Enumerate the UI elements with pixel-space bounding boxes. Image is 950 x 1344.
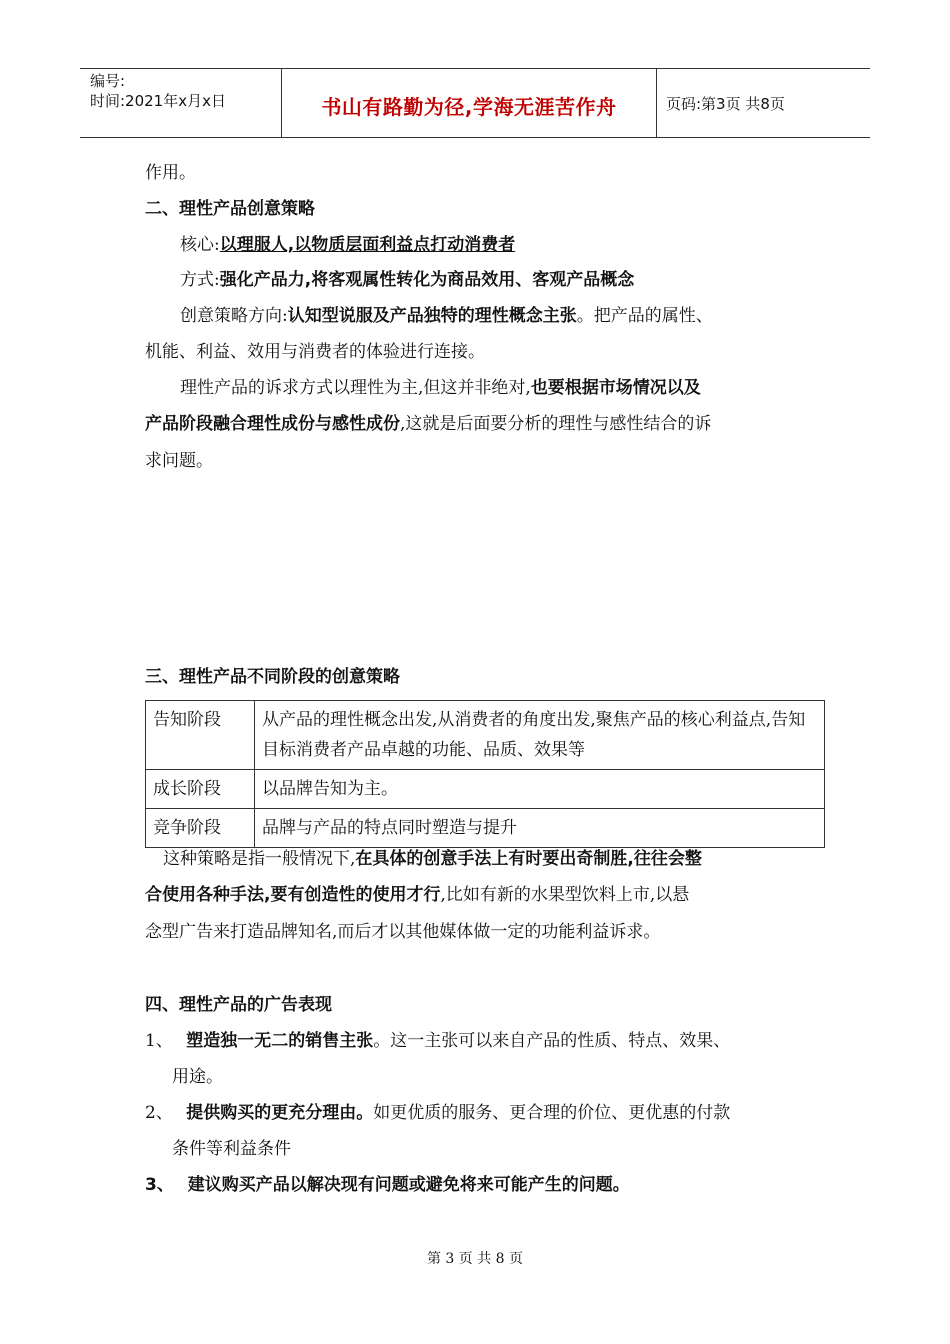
list-item-number: 3、 xyxy=(145,1175,174,1195)
document-time-label: 时间:2021年x月x日 xyxy=(90,92,226,110)
stage-name: 竞争阶段 xyxy=(146,809,255,848)
stage-strategy-table xyxy=(145,700,825,848)
item-1-bold: 塑造独一无二的销售主张 xyxy=(186,1031,374,1051)
stage-description: 以品牌告知为主。 xyxy=(255,770,825,809)
list-item-2 xyxy=(145,1102,730,1124)
method-label: 方式: xyxy=(180,270,220,290)
strategy-line-3: 念型广告来打造品牌知名,而后才以其他媒体做一定的功能利益诉求。 xyxy=(145,922,661,942)
page-footer: 第 3 页 共 8 页 xyxy=(426,1251,524,1267)
appeal-line-3: 求问题。 xyxy=(145,451,213,471)
direction-line xyxy=(180,305,713,327)
direction-rest: 。把产品的属性、 xyxy=(576,306,713,326)
core-label: 核心: xyxy=(180,235,220,255)
appeal-start: 理性产品的诉求方式以理性为主,但这并非绝对, xyxy=(180,378,531,398)
stage-description: 从产品的理性概念出发,从消费者的角度出发,聚焦产品的核心利益点,告知目标消费者产品卓越的功能、品质、效果等 xyxy=(255,701,825,770)
appeal-bold-2: 产品阶段融合理性成份与感性成份 xyxy=(145,414,400,434)
list-item-number: 1、 xyxy=(145,1031,173,1051)
appeal-bold-1: 也要根据市场情况以及 xyxy=(530,378,701,398)
stage-description: 品牌与产品的特点同时塑造与提升 xyxy=(255,809,825,848)
page-header xyxy=(80,68,870,138)
strategy-bold-2: 合使用各种手法,要有创造性的使用才行 xyxy=(145,885,441,905)
core-line xyxy=(180,234,515,256)
header-motto-cell xyxy=(281,69,657,137)
list-item-number: 2、 xyxy=(145,1103,173,1123)
item-2-rest: 如更优质的服务、更合理的价位、更优惠的付款 xyxy=(373,1103,731,1123)
appeal-rest: ,这就是后面要分析的理性与感性结合的诉 xyxy=(400,414,712,434)
strategy-bold-1: 在具体的创意手法上有时要出奇制胜,往往会整 xyxy=(355,849,702,869)
direction-line-2: 机能、利益、效用与消费者的体验进行连接。 xyxy=(145,342,485,362)
header-motto: 书山有路勤为径,学海无涯苦作舟 xyxy=(321,95,617,119)
strategy-line-2 xyxy=(145,884,689,906)
stage-name: 成长阶段 xyxy=(146,770,255,809)
section-2-title: 二、理性产品创意策略 xyxy=(145,199,315,219)
appeal-line-2 xyxy=(145,413,711,435)
header-page-info: 页码:第3页 共8页 xyxy=(666,95,785,113)
section-3-title: 三、理性产品不同阶段的创意策略 xyxy=(145,667,400,687)
direction-label: 创意策略方向: xyxy=(180,306,288,326)
appeal-line-1 xyxy=(180,377,701,399)
direction-bold: 认知型说服及产品独特的理性概念主张 xyxy=(287,306,577,326)
list-item-1 xyxy=(145,1030,730,1052)
header-page-cell xyxy=(656,69,870,137)
header-meta-cell xyxy=(80,69,280,137)
paragraph-continuation: 作用。 xyxy=(145,163,196,183)
method-line xyxy=(180,269,634,291)
item-3-bold: 建议购买产品以解决现有问题或避免将来可能产生的问题。 xyxy=(187,1175,630,1195)
section-4-title: 四、理性产品的广告表现 xyxy=(145,995,332,1015)
item-1-rest: 。这一主张可以来自产品的性质、特点、效果、 xyxy=(373,1031,731,1051)
list-item-3 xyxy=(145,1174,630,1196)
strategy-rest: ,比如有新的水果型饮料上市,以悬 xyxy=(440,885,690,905)
method-text: 强化产品力,将客观属性转化为商品效用、客观产品概念 xyxy=(219,270,635,290)
table-row xyxy=(146,770,825,809)
stage-name: 告知阶段 xyxy=(146,701,255,770)
core-text: 以理服人,以物质层面利益点打动消费者 xyxy=(219,235,516,255)
item-1-line-2: 用途。 xyxy=(172,1067,223,1087)
item-2-line-2: 条件等利益条件 xyxy=(172,1139,291,1159)
strategy-start: 这种策略是指一般情况下, xyxy=(163,849,356,869)
table-row xyxy=(146,809,825,848)
item-2-bold: 提供购买的更充分理由。 xyxy=(186,1103,374,1123)
table-row xyxy=(146,701,825,770)
strategy-line-1 xyxy=(163,848,702,870)
document-number-label: 编号: xyxy=(90,72,126,90)
